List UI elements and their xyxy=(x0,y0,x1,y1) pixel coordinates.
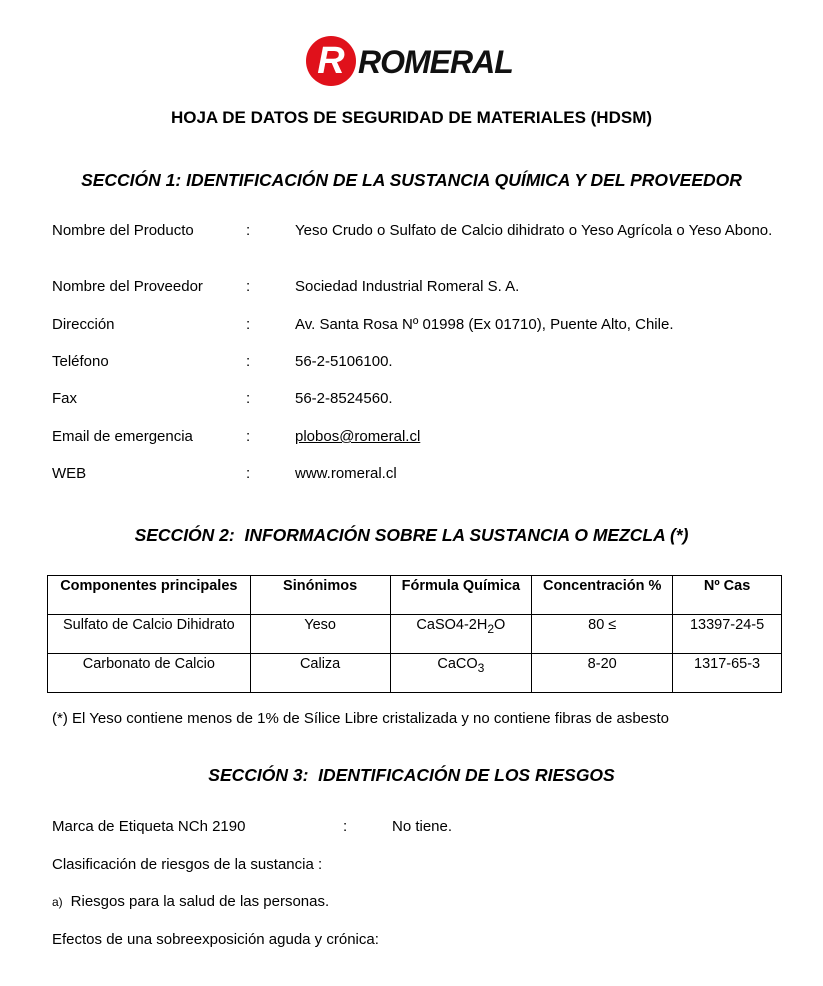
field-separator: : xyxy=(246,353,251,370)
logo-letter: R xyxy=(317,40,345,82)
cell-concentration: 80 ≤ xyxy=(532,615,673,654)
item-a-text: Riesgos para la salud de las personas. xyxy=(70,893,330,910)
field-label: Nombre del Proveedor xyxy=(52,278,203,295)
field-label: WEB xyxy=(52,465,87,482)
components-table xyxy=(47,575,782,693)
field-value: 56-2-8524560. xyxy=(295,390,393,407)
romeral-logo xyxy=(306,36,522,88)
cell-component: Carbonato de Calcio xyxy=(48,654,251,693)
label-mark-row xyxy=(52,818,453,835)
field-label: Teléfono xyxy=(52,353,109,370)
logo-badge-icon xyxy=(306,36,356,86)
cell-cas: 13397-24-5 xyxy=(673,615,782,654)
label-mark-separator: : xyxy=(343,818,348,835)
section-1-title: SECCIÓN 1: IDENTIFICACIÓN DE LA SUSTANCIA QUÍMICA Y DEL PROVEEDOR xyxy=(81,170,742,190)
field-separator: : xyxy=(246,428,251,445)
field-separator: : xyxy=(246,278,251,295)
website-link[interactable]: www.romeral.cl xyxy=(295,465,397,482)
header-cas: Nº Cas xyxy=(673,576,782,615)
table-row xyxy=(48,615,782,654)
header-formula: Fórmula Química xyxy=(390,576,532,615)
field-value: Sociedad Industrial Romeral S. A. xyxy=(295,278,520,295)
table-row xyxy=(48,654,782,693)
risk-classification: Clasificación de riesgos de la sustancia : xyxy=(52,856,323,873)
field-separator: : xyxy=(246,390,251,407)
label-mark-label: Marca de Etiqueta NCh 2190 xyxy=(52,818,246,835)
document-title: HOJA DE DATOS DE SEGURIDAD DE MATERIALES (HDSM) xyxy=(170,108,653,127)
field-separator: : xyxy=(246,316,251,333)
field-label: Dirección xyxy=(52,316,115,333)
item-a-letter: a) xyxy=(52,895,63,909)
risk-item-a xyxy=(52,893,329,910)
label-mark-value: No tiene. xyxy=(392,818,453,835)
exposure-effects: Efectos de una sobreexposición aguda y crónica: xyxy=(52,931,379,948)
cell-formula: $CaSO4-2H_2O$ xyxy=(390,615,532,654)
header-synonyms: Sinónimos xyxy=(250,576,390,615)
field-value: Yeso Crudo o Sulfato de Calcio dihidrato o Yeso Agrícola o Yeso Abono. xyxy=(295,222,773,239)
field-separator: : xyxy=(246,222,251,239)
section-2-title: SECCIÓN 2: INFORMACIÓN SOBRE LA SUSTANCIA O MEZCLA (*) xyxy=(134,525,689,545)
cell-component: Sulfato de Calcio Dihidrato xyxy=(48,615,251,654)
logo-wordmark: ROMERAL xyxy=(358,44,513,80)
emergency-email-link[interactable]: plobos@romeral.cl xyxy=(295,428,421,445)
field-label: Fax xyxy=(52,390,78,407)
field-value: Av. Santa Rosa Nº 01998 (Ex 01710), Puente Alto, Chile. xyxy=(295,316,674,333)
table-header-row xyxy=(48,576,782,615)
header-components: Componentes principales xyxy=(48,576,251,615)
field-separator: : xyxy=(246,465,251,482)
cell-concentration: 8-20 xyxy=(532,654,673,693)
cell-synonym: Caliza xyxy=(250,654,390,693)
header-concentration: Concentración % xyxy=(532,576,673,615)
section-3-title: SECCIÓN 3: IDENTIFICACIÓN DE LOS RIESGOS xyxy=(208,765,615,785)
cell-formula: CaCO$_3$ xyxy=(390,654,532,693)
cell-synonym: Yeso xyxy=(250,615,390,654)
field-label: Nombre del Producto xyxy=(52,222,194,239)
field-value: 56-2-5106100. xyxy=(295,353,393,370)
cell-cas: 1317-65-3 xyxy=(673,654,782,693)
field-label: Email de emergencia xyxy=(52,428,193,445)
silica-note: (*) El Yeso contiene menos de 1% de Sílice Libre cristalizada y no contiene fibras de asbesto xyxy=(52,710,670,727)
